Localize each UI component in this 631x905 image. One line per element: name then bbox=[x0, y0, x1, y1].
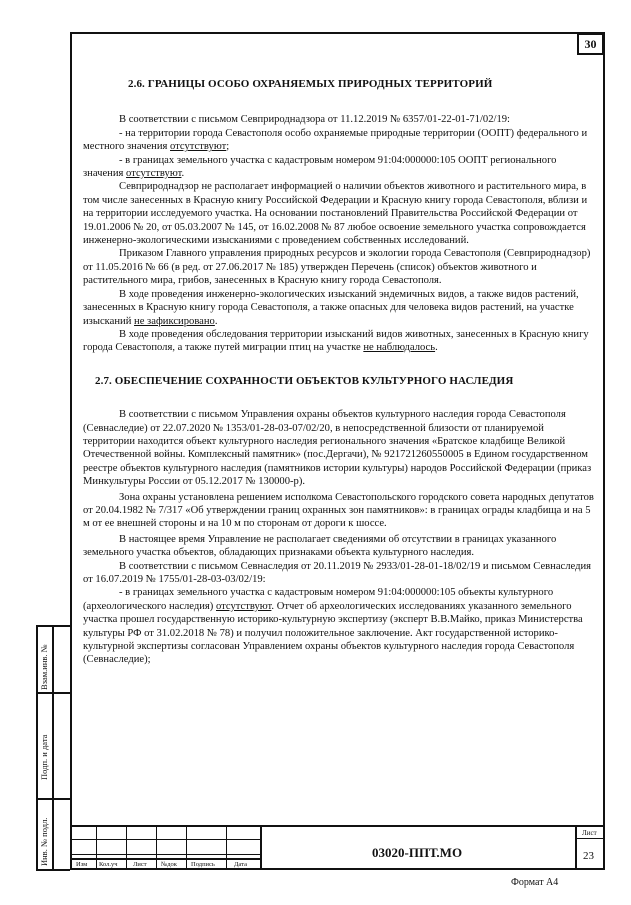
paragraph: Зона охраны установлена решением исполкома Севастопольского городского совета народных депутатов от 20.04.1982 № 7/317 «Об утверждении границ охранных зон памятников»: в границах ограды кладбища и на 5 м от ее внешней стороны и на 10 м по сторонам от дороги к шоссе. bbox=[83, 491, 594, 530]
col-kol-uch: Кол.уч bbox=[99, 861, 118, 868]
paragraph: В ходе проведения обследования территории изысканий видов животных, занесенных в Красную книгу города Севастополя, а также путей миграции птиц на участке не наблюдалось. bbox=[83, 328, 589, 354]
col-podpis: Подпись bbox=[191, 861, 215, 868]
paragraph: В настоящее время Управление не располагает сведениями об отсутствии в границах указанного земельного участка объектов, обладающих признаками объекта культурного наследия. bbox=[83, 533, 557, 559]
paragraph: - в границах земельного участка с кадастровым номером 91:04:000000:105 ООПТ регионального значения отсутствуют. bbox=[83, 154, 557, 180]
section-heading-2-6: 2.6. ГРАНИЦЫ ОСОБО ОХРАНЯЕМЫХ ПРИРОДНЫХ ТЕРРИТОРИЙ bbox=[128, 78, 493, 90]
paragraph: - на территории города Севастополя особо охраняемые природные территории (ООПТ) федерального и местного значения отсутствуют; bbox=[83, 127, 588, 153]
paragraph: - в границах земельного участка с кадастровым номером 91:04:000000:105 объекты культурного (археологического наследия) отсутствуют. Отчет об археологических исследованиях указанного земельного участка прошел государственную историко-культурную экспертизу (эксперт В.В.Майко, приказ Министерства культуры РФ от 31.02.2018 № 78) и получил положительное заключение. Акт государственной историко-культурной экспертизы согласован Управлением охраны объектов культурного наследия города Севастополя (Севнаследие); bbox=[83, 587, 583, 666]
stamp-inv-replace: Взам.инв. № bbox=[39, 644, 49, 690]
paragraph: В соответствии с письмом Севприроднадзора от 11.12.2019 № 6357/01-22-01-71/02/19: bbox=[119, 114, 510, 126]
section-heading-2-7: 2.7. ОБЕСПЕЧЕНИЕ СОХРАННОСТИ ОБЪЕКТОВ КУЛЬТУРНОГО НАСЛЕДИЯ bbox=[95, 374, 514, 387]
paragraph: В соответствии с письмом Управления охраны объектов культурного наследия города Севастополя (Севнаследие) от 22.07.2020 № 1353/01-28-03-07/02/20, в непосредственной близости от планируемой территории находится объект культурного наследия регионального значения «Братское кладбище Великой Отечественной войны. Комплексный памятник» (пос.Дергачи), № 921721260550005 в Едином государственном реестре объектов культурного наследия (памятников истории культуры) народов Российской Федерации (приказ Минкультуры России от 05.12.2017 № 130000-р). bbox=[83, 409, 592, 488]
document-body bbox=[83, 78, 595, 667]
col-izm: Изм bbox=[76, 861, 88, 868]
page-format: Формат А4 bbox=[511, 877, 559, 888]
col-data: Дата bbox=[234, 861, 247, 868]
page-number: 30 bbox=[577, 33, 604, 55]
col-list: Лист bbox=[133, 861, 147, 868]
paragraph: В соответствии с письмом Севнаследия от 20.11.2019 № 2933/01-28-01-18/02/19 и письмом Севнаследия от 16.07.2019 № 1755/01-28-03-03/02/19: bbox=[83, 560, 592, 585]
paragraph: Севприроднадзор не располагает информацией о наличии объектов животного и растительного мира, в том числе занесенных в Красную книгу Российской Федерации и Красную книгу города Севастополя, вблизи и на территории исследуемого участка. На основании постановлений Правительства Российской Федерации от 19.01.2006 № 20, от 05.03.2007 № 145, от 16.02.2008 № 87 любое освоение земельного участка сопровождается инженерно-экологическими изысканиями с проведением собственных исследований. bbox=[83, 181, 588, 247]
stamp-inv-orig: Инв. № подл. bbox=[39, 817, 49, 866]
paragraph: В ходе проведения инженерно-экологических изысканий эндемичных видов, а также видов растений, занесенных в Красную книгу города Севастополя, а также опасных для человека видов растений, на участке изысканий не зафиксировано. bbox=[83, 288, 579, 327]
col-ndok: №док bbox=[161, 861, 177, 868]
sheet-label: Лист bbox=[582, 829, 597, 837]
document-code: 03020-ППТ.МО bbox=[372, 845, 463, 860]
sheet-number: 23 bbox=[583, 850, 594, 862]
stamp-sign-date: Подп. и дата bbox=[39, 734, 49, 780]
paragraph: Приказом Главного управления природных ресурсов и экологии города Севастополя (Севприроднадзор) от 11.05.2016 № 66 (в ред. от 27.06.2017 № 185) утвержден Перечень (список) объектов животного и растительного мира, грибов, занесенных в Красную книгу города Севастополя. bbox=[83, 248, 591, 287]
